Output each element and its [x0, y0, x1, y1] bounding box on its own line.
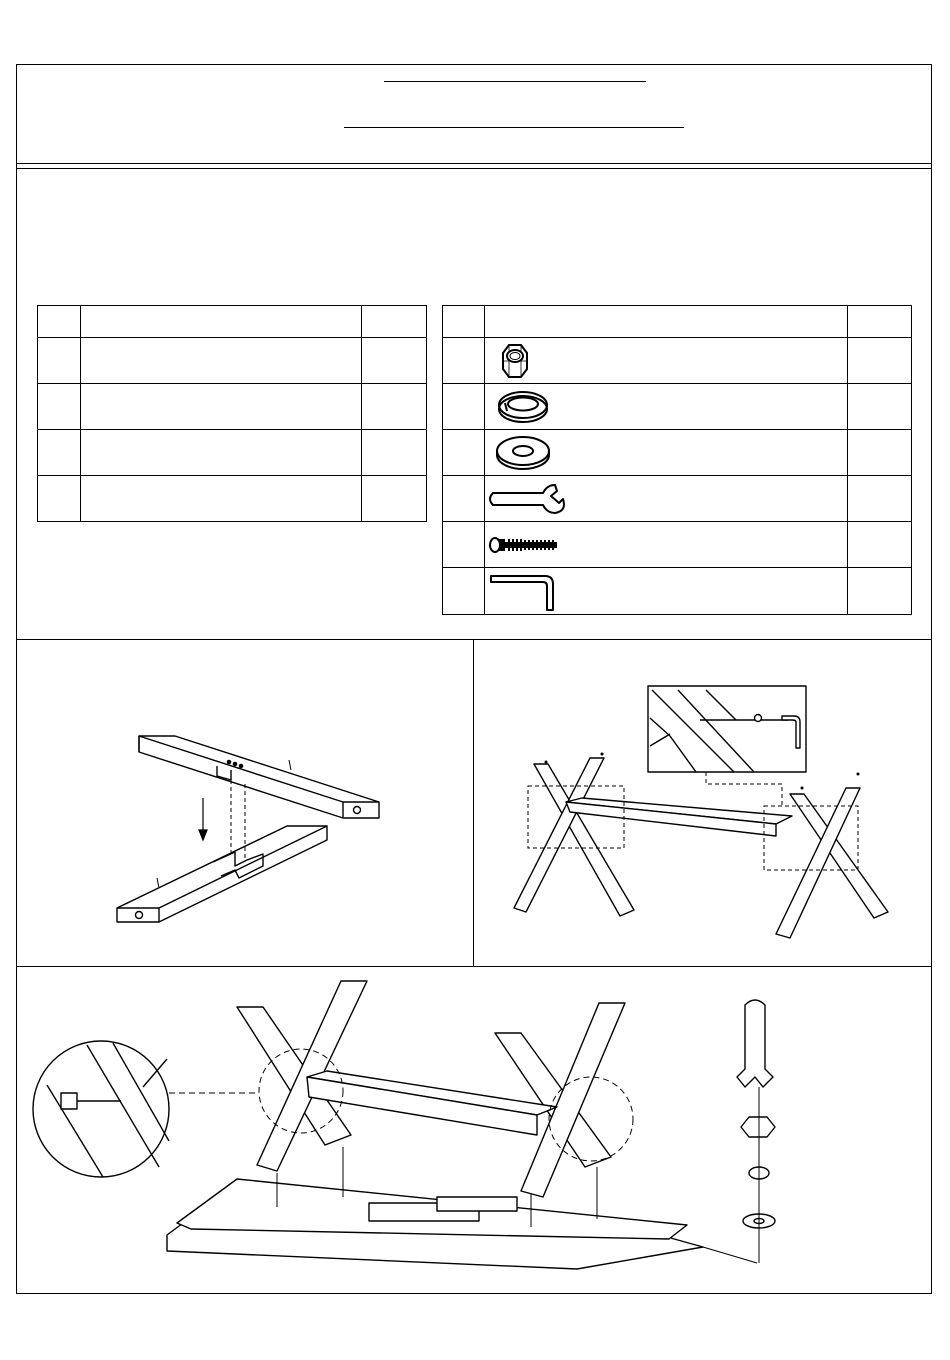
hardware-table-header [443, 306, 912, 338]
hardware-id [443, 476, 485, 522]
part-name [81, 338, 362, 384]
part-qty [362, 476, 427, 522]
hardware-id [443, 430, 485, 476]
hardware-qty [848, 338, 912, 384]
col-id-header [38, 306, 81, 338]
part-id [38, 476, 81, 522]
hardware-id [443, 338, 485, 384]
table-row [38, 430, 427, 476]
wrench-icon [485, 477, 575, 521]
allen-key-icon [485, 568, 575, 614]
hardware-qty [848, 522, 912, 568]
beam-to-legs-diagram [474, 640, 931, 966]
hardware-qty [848, 476, 912, 522]
step-2-panel [474, 640, 931, 966]
bolt-icon [485, 523, 565, 567]
header [16, 64, 932, 166]
table-row [443, 338, 912, 384]
cross-leg-halving-joint-diagram [17, 640, 473, 966]
table-row [443, 384, 912, 430]
table-row [38, 384, 427, 430]
step-1-panel [17, 640, 473, 966]
parts-table [37, 305, 427, 522]
part-qty [362, 338, 427, 384]
hardware-qty [848, 568, 912, 615]
hex-nut-icon [485, 339, 545, 383]
col-name-header [81, 306, 362, 338]
part-name [81, 430, 362, 476]
col-id-header [443, 306, 485, 338]
part-id [38, 430, 81, 476]
col-qty-header [362, 306, 427, 338]
part-name [81, 384, 362, 430]
table-row [443, 430, 912, 476]
part-qty [362, 384, 427, 430]
part-qty [362, 430, 427, 476]
part-id [38, 384, 81, 430]
part-name [81, 476, 362, 522]
hardware-table [442, 305, 912, 615]
spring-washer-icon [485, 385, 555, 429]
flat-washer-icon [485, 431, 555, 475]
legs-to-tabletop-diagram [17, 967, 931, 1293]
header-divider-2 [16, 168, 932, 169]
col-icon-header [485, 306, 848, 338]
hardware-id [443, 522, 485, 568]
step-3-panel [17, 967, 931, 1293]
table-row [38, 338, 427, 384]
hardware-qty [848, 430, 912, 476]
table-row [443, 522, 912, 568]
parts-table-header [38, 306, 427, 338]
table-row [443, 476, 912, 522]
col-qty-header [848, 306, 912, 338]
title-underline [384, 81, 646, 82]
table-row [38, 476, 427, 522]
subtitle-underline [344, 127, 684, 128]
table-row [443, 568, 912, 615]
header-divider-1 [16, 163, 932, 164]
part-id [38, 338, 81, 384]
hardware-id [443, 384, 485, 430]
hardware-id [443, 568, 485, 615]
hardware-qty [848, 384, 912, 430]
